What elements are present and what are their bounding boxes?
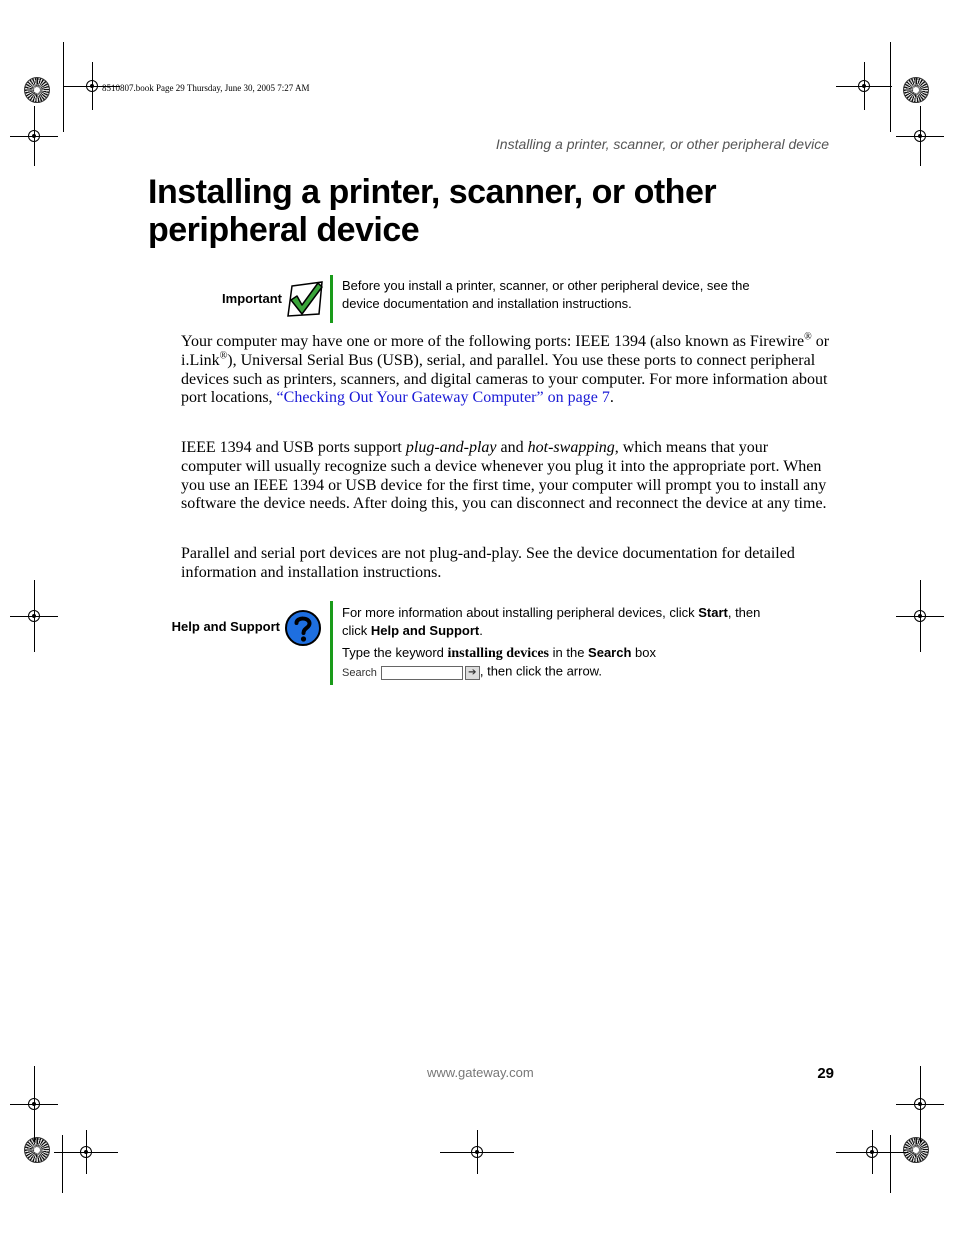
search-label: Search	[342, 667, 377, 679]
running-head: Installing a printer, scanner, or other peripheral device	[495, 136, 829, 152]
registered-mark: ®	[219, 350, 228, 362]
para1-text: or i.Link	[181, 333, 830, 369]
help-note	[148, 601, 838, 685]
help-label: Help and Support	[171, 619, 280, 634]
important-note-text: Before you install a printer, scanner, or other peripheral device, see the device documentation and installation instructions.	[342, 278, 750, 311]
crop-mark	[10, 106, 58, 166]
help-text: Type the keyword	[342, 645, 448, 660]
search-term: Search	[588, 645, 632, 660]
help-note-line3	[342, 662, 782, 682]
crop-mark	[890, 1135, 892, 1193]
para1-text: Your computer may have one or more of the following ports: IEEE 1394 (also known as Firewire	[181, 333, 805, 350]
checking-out-link[interactable]: “Checking Out Your Gateway Computer” on page 7	[276, 389, 610, 407]
paragraph-plug-and-play	[181, 439, 831, 514]
help-text: .	[479, 623, 483, 638]
help-text: For more information about installing peripheral devices, click	[342, 605, 699, 620]
registration-mark-top-right	[903, 77, 929, 103]
help-text: , then click the arrow.	[479, 663, 602, 679]
important-note-bar	[330, 275, 333, 323]
registered-mark: ®	[804, 331, 812, 343]
help-note-bar	[330, 601, 333, 685]
help-note-line1	[342, 604, 782, 640]
footer-url: www.gateway.com	[427, 1065, 534, 1080]
arrow-icon: ➔	[465, 666, 480, 680]
plug-and-play-term: plug-and-play	[405, 439, 497, 456]
crop-mark	[836, 62, 892, 110]
hot-swapping-term: hot-swapping	[527, 439, 615, 456]
crop-mark	[836, 1130, 908, 1174]
para2-text: and	[496, 439, 528, 456]
paragraph-ports	[181, 333, 831, 408]
question-mark-icon	[284, 609, 322, 647]
important-label: Important	[222, 291, 282, 306]
crop-mark	[10, 580, 58, 652]
crop-mark	[896, 106, 944, 166]
registration-mark-top-left	[24, 77, 50, 103]
crop-mark	[890, 42, 892, 132]
help-and-support-term: Help and Support	[370, 623, 480, 638]
print-slug: 8510807.book Page 29 Thursday, June 30, 2005 7:27 AM	[102, 83, 310, 93]
important-note	[148, 275, 838, 323]
crop-mark	[896, 580, 944, 652]
search-box-image	[342, 664, 480, 682]
checkmark-icon	[286, 280, 324, 318]
crop-mark	[440, 1130, 514, 1174]
page-number: 29	[817, 1065, 834, 1082]
para2-text: IEEE 1394 and USB ports support	[181, 439, 406, 456]
help-text: box	[631, 645, 656, 660]
help-note-line2	[342, 644, 782, 663]
search-input	[381, 666, 463, 680]
help-text: , then click	[342, 605, 761, 638]
paragraph-parallel-serial: Parallel and serial port devices are not plug-and-play. See the device documentation for detailed information and installation instructions.	[181, 545, 795, 581]
crop-mark	[62, 1135, 64, 1193]
help-text: in the	[549, 645, 589, 660]
para2-text: , which means that your computer will usually recognize such a device whenever you plug it into the appropriate port. When you use an IEEE 1394 or USB device for the first time, your computer will prompt you to install any software the device needs. After doing this, you can disconnect and reconnect the device at any time.	[181, 439, 827, 513]
crop-mark	[10, 1066, 58, 1142]
page-title: Installing a printer, scanner, or other peripheral device	[148, 173, 717, 249]
para1-text: ), Universal Serial Bus (USB), serial, and parallel. You use these ports to connect peripheral devices such as printers, scanners, and digital cameras to your computer. For more information about port locations,	[181, 351, 828, 407]
keyword-term: installing devices	[447, 646, 550, 661]
start-term: Start	[698, 605, 728, 620]
para1-text: .	[609, 389, 614, 407]
